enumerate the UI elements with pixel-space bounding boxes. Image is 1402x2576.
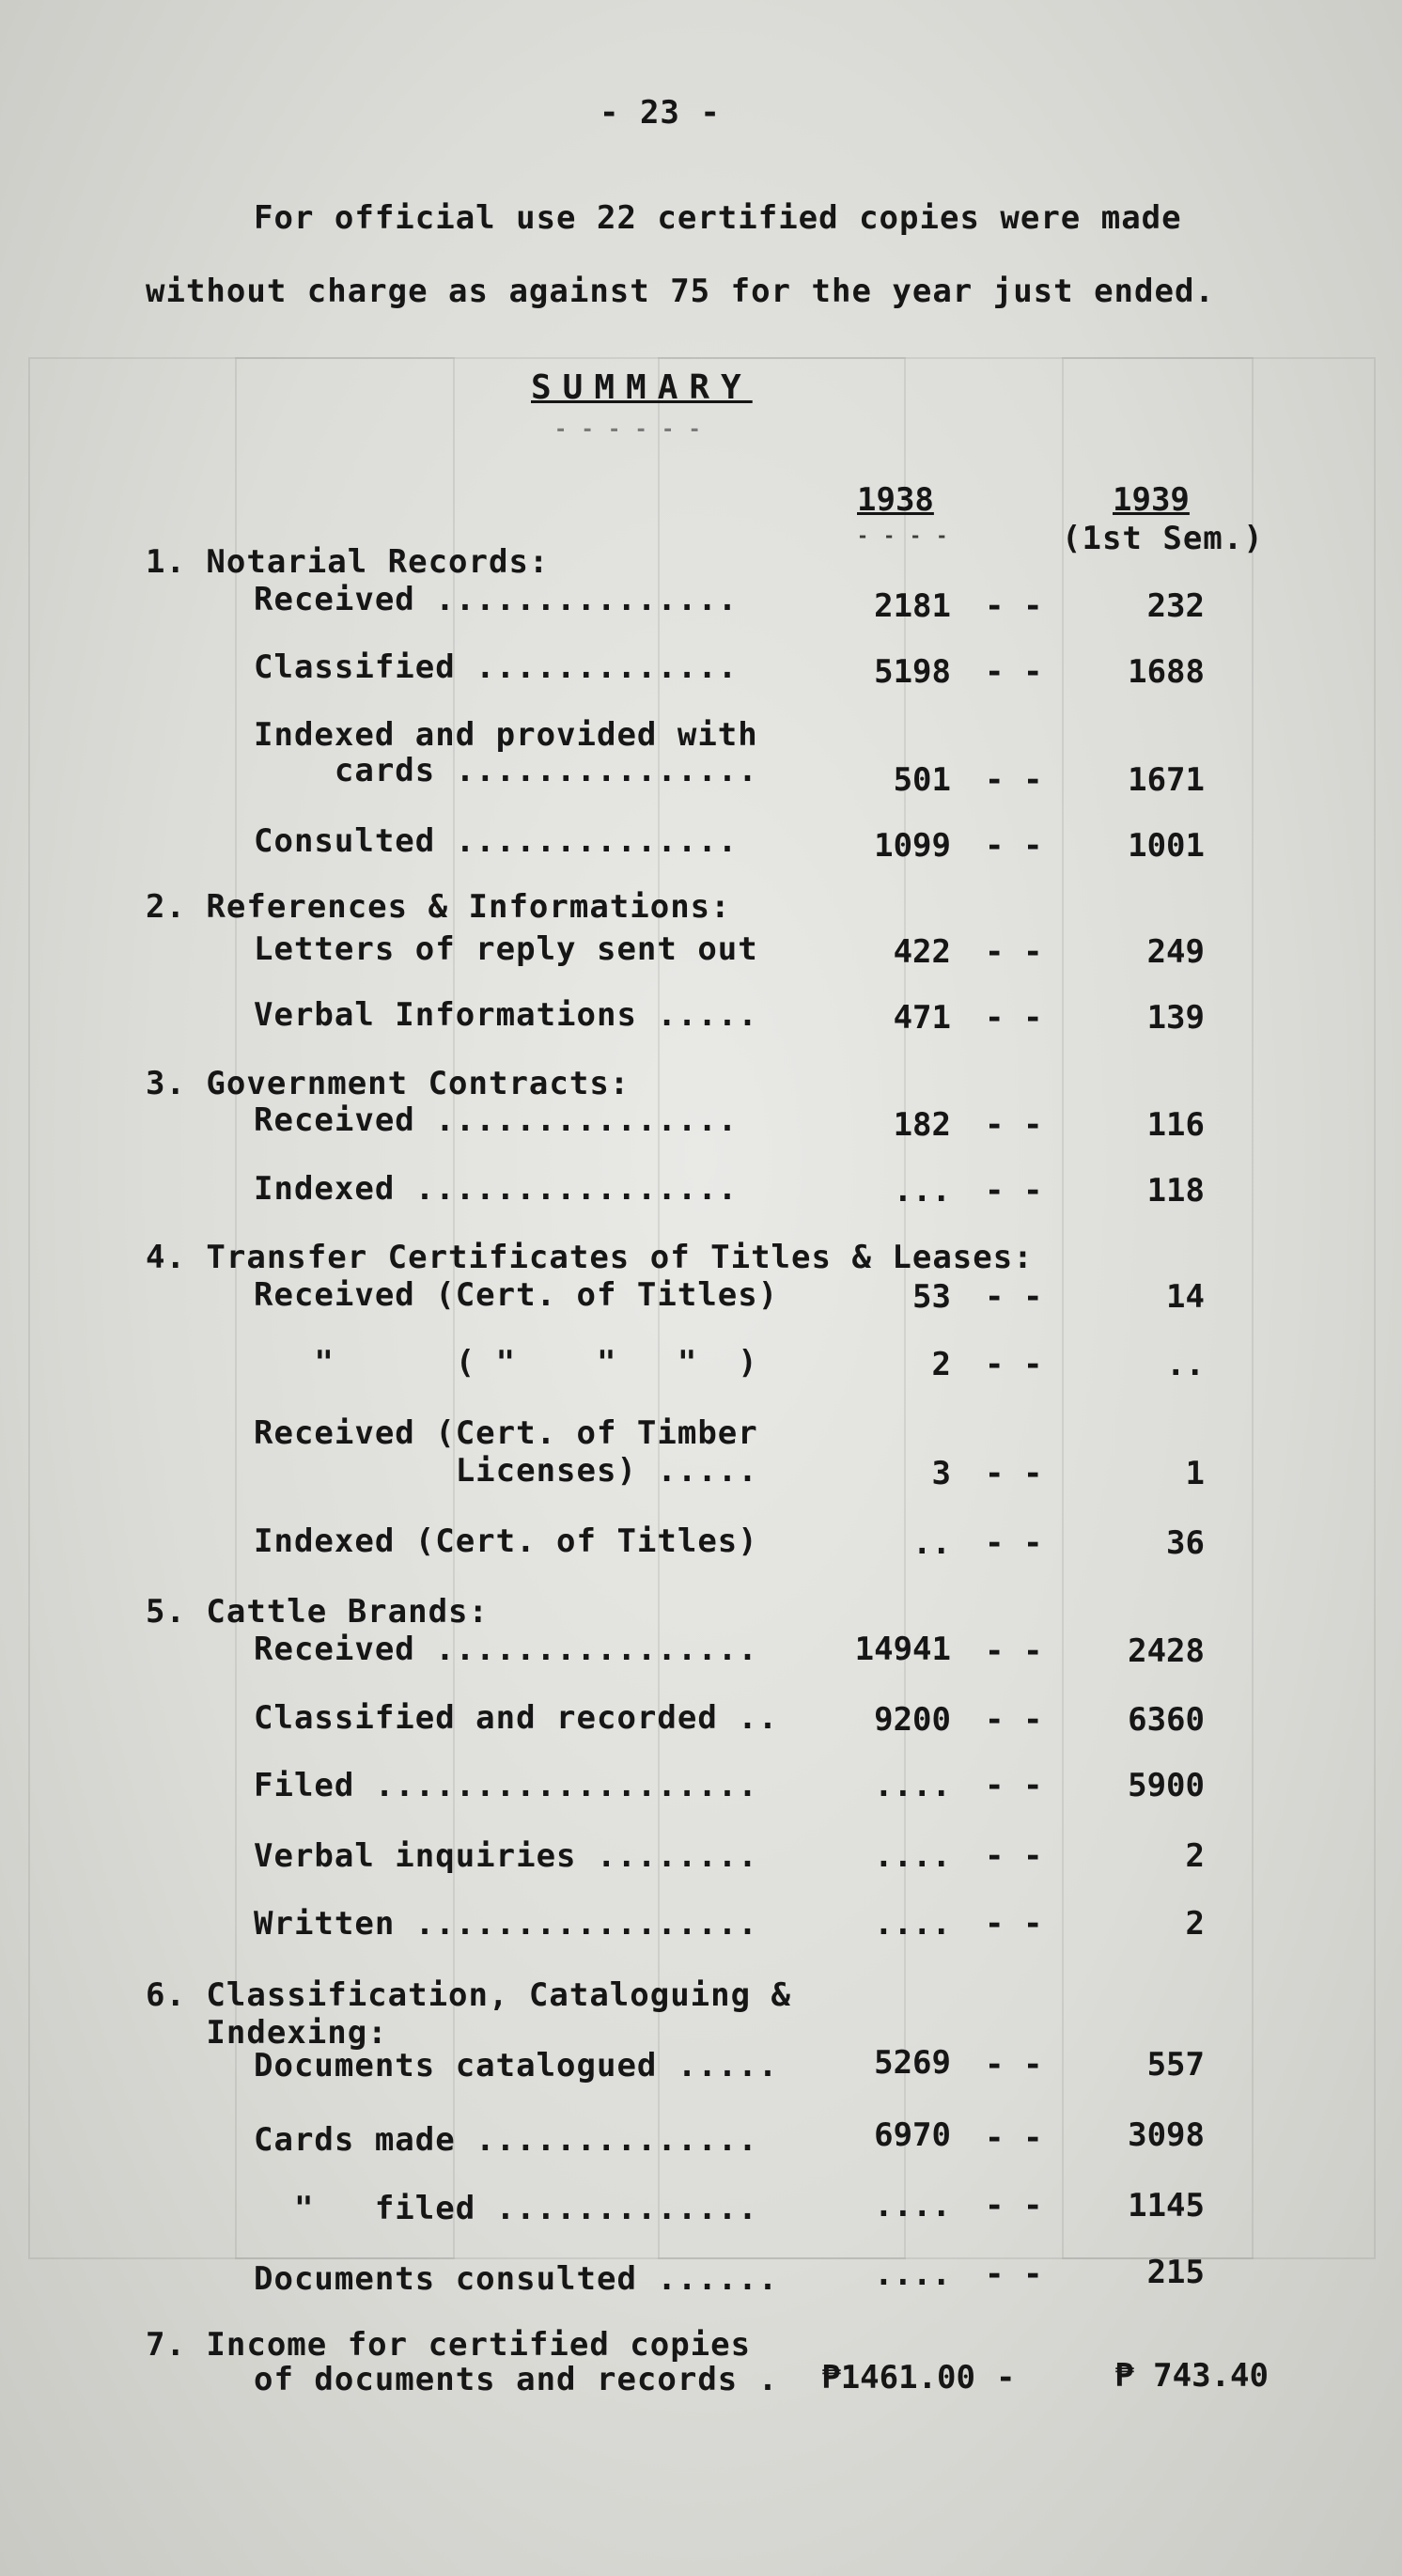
- row-dash: - -: [985, 1701, 1043, 1739]
- row-label: Letters of reply sent out: [254, 930, 758, 968]
- section-heading: 1. Notarial Records:: [146, 543, 550, 581]
- row-label: Indexed (Cert. of Titles): [254, 1522, 758, 1560]
- row-dash: - -: [985, 587, 1043, 625]
- row-dash: - -: [985, 1455, 1043, 1492]
- row-label: Received (Cert. of Titles): [254, 1276, 779, 1314]
- row-label: Received ................: [254, 1631, 758, 1668]
- row-dash: - -: [985, 2187, 1043, 2225]
- value-1939: 139: [1146, 999, 1205, 1037]
- row-label: Received ...............: [254, 1101, 739, 1139]
- value-1938: ....: [874, 1767, 951, 1804]
- value-1939: 215: [1146, 2254, 1205, 2291]
- row-label: Consulted ..............: [254, 822, 739, 860]
- section-heading: 6. Classification, Cataloguing &: [146, 1976, 792, 2014]
- section-heading-cont: Indexing:: [146, 2014, 388, 2052]
- section-heading: 2. References & Informations:: [146, 888, 731, 926]
- row-label: cards ...............: [254, 752, 758, 789]
- section-heading: 7. Income for certified copies: [146, 2326, 752, 2364]
- row-label: of documents and records .: [254, 2361, 779, 2398]
- value-1939: 118: [1146, 1172, 1205, 1210]
- column-header-1939-note: (1st Sem.): [1062, 520, 1264, 557]
- row-label: Cards made ..............: [254, 2121, 758, 2159]
- row-dash: - -: [985, 1767, 1043, 1804]
- value-1939: 5900: [1128, 1767, 1205, 1804]
- row-label: " filed .............: [254, 2190, 758, 2227]
- row-label: Verbal inquiries ........: [254, 1837, 758, 1875]
- value-1939: 2428: [1128, 1632, 1205, 1670]
- row-dash: - -: [985, 2119, 1043, 2157]
- value-1938: 14941: [854, 1631, 951, 1668]
- value-1938: ..: [912, 1524, 951, 1562]
- row-dash: - -: [985, 827, 1043, 865]
- title-dash-rule: - - - - - -: [554, 418, 702, 442]
- value-1939: 3098: [1128, 2116, 1205, 2154]
- section-heading: 3. Government Contracts:: [146, 1065, 631, 1102]
- value-1939: 1688: [1128, 653, 1205, 691]
- value-1939: 557: [1146, 2046, 1205, 2084]
- row-label: Written .................: [254, 1905, 758, 1943]
- row-label: Filed ...................: [254, 1767, 758, 1804]
- value-1939: 1: [1185, 1455, 1205, 1492]
- value-1939: 1671: [1128, 761, 1205, 799]
- column-header-1938-rule: - - - -: [857, 524, 950, 547]
- row-dash: - -: [985, 1905, 1043, 1943]
- row-label: Documents consulted ......: [254, 2260, 779, 2298]
- value-1938: 5198: [874, 653, 951, 691]
- value-1938: 3: [931, 1455, 951, 1492]
- row-dash: - -: [985, 933, 1043, 971]
- value-1939: 36: [1166, 1524, 1205, 1562]
- row-label: Licenses) .....: [254, 1452, 758, 1490]
- row-label: Verbal Informations .....: [254, 996, 758, 1034]
- value-1939: ₱ 743.40: [1114, 2357, 1269, 2395]
- value-1938: 2181: [874, 587, 951, 625]
- row-dash: - -: [985, 2046, 1043, 2084]
- value-1938: ....: [874, 2256, 951, 2293]
- intro-line-1: For official use 22 certified copies were made: [254, 199, 1182, 237]
- row-label-pre: Indexed and provided with: [254, 716, 758, 754]
- section-heading: 4. Transfer Certificates of Titles & Leases:: [146, 1239, 1034, 1276]
- row-dash: - -: [985, 1632, 1043, 1670]
- column-header-1938: 1938: [857, 481, 934, 519]
- row-dash: - -: [985, 999, 1043, 1037]
- row-dash: - -: [985, 1106, 1043, 1144]
- value-1938: 6970: [874, 2116, 951, 2154]
- row-dash: - -: [985, 1837, 1043, 1875]
- row-dash: - -: [985, 1346, 1043, 1383]
- value-1938: ....: [874, 1905, 951, 1943]
- value-1938: ....: [874, 2187, 951, 2225]
- page-number: - 23 -: [600, 94, 721, 132]
- value-1939: ..: [1166, 1346, 1205, 1383]
- value-1939: 2: [1185, 1837, 1205, 1875]
- value-1938: 422: [893, 933, 951, 971]
- section-heading: 5. Cattle Brands:: [146, 1593, 489, 1631]
- value-1939: 1001: [1128, 827, 1205, 865]
- row-label: Documents catalogued .....: [254, 2047, 779, 2084]
- value-1938: 1099: [874, 827, 951, 865]
- row-dash: - -: [985, 1524, 1043, 1562]
- row-dash: - -: [985, 761, 1043, 799]
- value-1939: 14: [1166, 1278, 1205, 1316]
- row-label: " ( " " " ): [254, 1344, 758, 1382]
- value-1939: 249: [1146, 933, 1205, 971]
- value-1938: 471: [893, 999, 951, 1037]
- intro-line-2: without charge as against 75 for the year just ended.: [146, 273, 1215, 310]
- value-1939: 1145: [1128, 2187, 1205, 2225]
- value-1938: 53: [912, 1278, 951, 1316]
- value-1938: 501: [893, 761, 951, 799]
- row-dash: - -: [985, 2256, 1043, 2293]
- row-label: Received ...............: [254, 581, 739, 618]
- value-1938: ₱1461.00: [821, 2359, 975, 2396]
- value-1938: 182: [893, 1106, 951, 1144]
- row-dash: -: [996, 2359, 1016, 2396]
- row-dash: - -: [985, 1278, 1043, 1316]
- row-dash: - -: [985, 653, 1043, 691]
- row-label: Classified .............: [254, 648, 739, 686]
- row-label: Indexed ................: [254, 1170, 739, 1208]
- value-1938: 9200: [874, 1701, 951, 1739]
- value-1939: 116: [1146, 1106, 1205, 1144]
- value-1938: ....: [874, 1837, 951, 1875]
- summary-title: SUMMARY: [531, 368, 753, 407]
- row-label-pre: Received (Cert. of Timber: [254, 1414, 758, 1452]
- value-1939: 6360: [1128, 1701, 1205, 1739]
- value-1939: 232: [1146, 587, 1205, 625]
- value-1938: 5269: [874, 2044, 951, 2082]
- value-1939: 2: [1185, 1905, 1205, 1943]
- value-1938: ...: [893, 1172, 951, 1210]
- row-label: Classified and recorded ..: [254, 1699, 779, 1737]
- row-dash: - -: [985, 1172, 1043, 1210]
- column-header-1939: 1939: [1113, 481, 1190, 519]
- value-1938: 2: [931, 1346, 951, 1383]
